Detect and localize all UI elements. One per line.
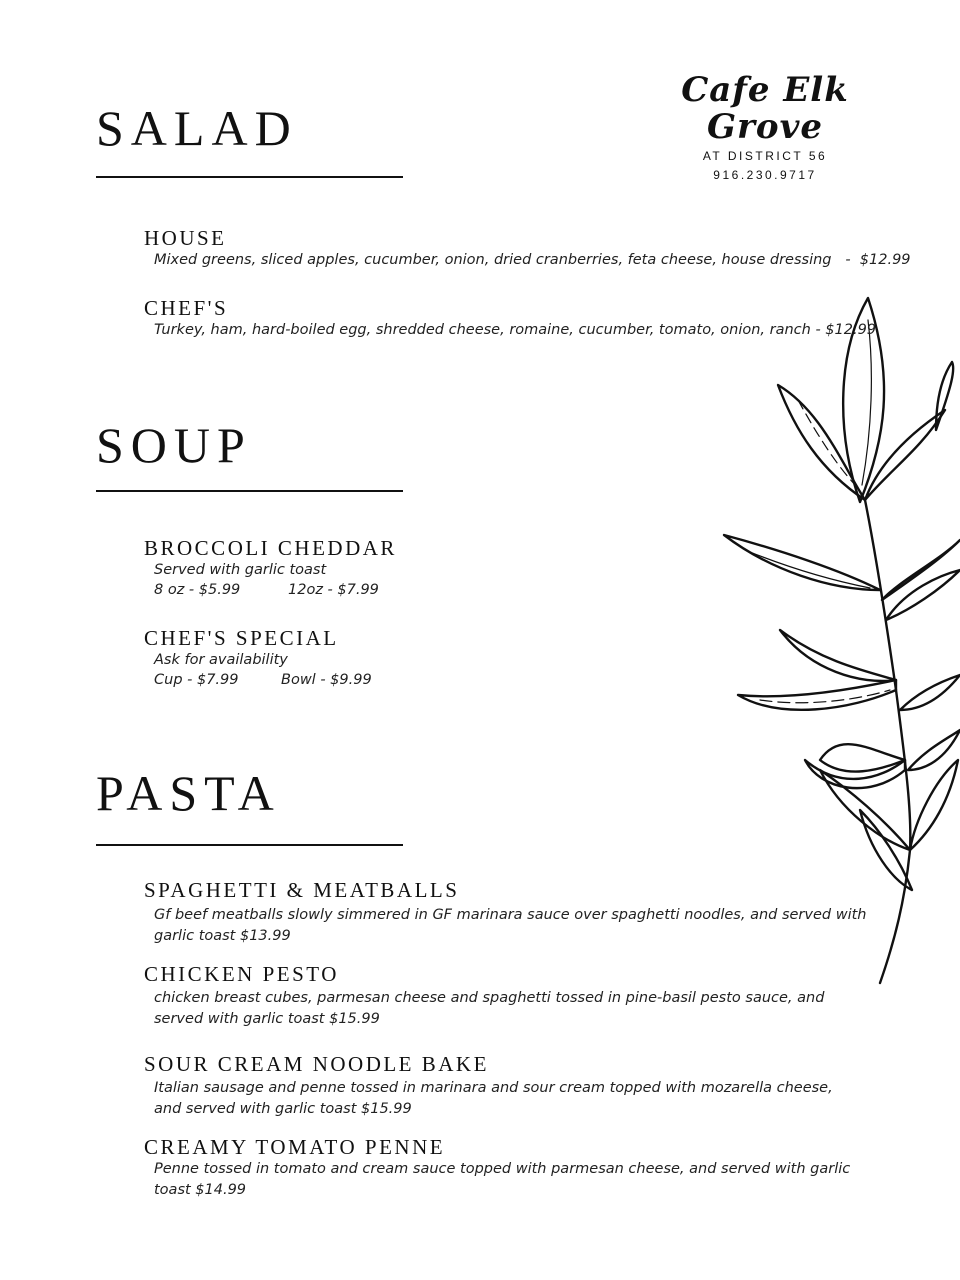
section-title-soup: SOUP [96, 417, 252, 473]
menu-item-description: chicken breast cubes, parmesan cheese and spaghetti tossed in pine-basil pesto sauce, and served with garlic toast $15.99 [154, 990, 825, 1027]
menu-item-name: BROCCOLI CHEDDAR [144, 536, 397, 560]
price-small: Cup - $7.99 [154, 672, 239, 688]
menu-item-description: Ask for availability [154, 652, 288, 668]
section-divider [96, 176, 403, 178]
menu-item-name: CREAMY TOMATO PENNE [144, 1135, 446, 1159]
brand-location: AT DISTRICT 56 [702, 148, 828, 163]
section-divider [96, 490, 403, 492]
section-divider [96, 844, 403, 846]
menu-item-name: CHICKEN PESTO [144, 962, 339, 986]
menu-item-name: SOUR CREAM NOODLE BAKE [144, 1052, 489, 1076]
menu-item-description: Gf beef meatballs slowly simmered in GF marinara sauce over spaghetti noodles, and served with garlic toast $13.99 [154, 907, 867, 944]
menu-item-description: Italian sausage and penne tossed in marinara and sour cream topped with mozarella cheese, and served with garlic toast $15.99 [154, 1080, 833, 1117]
price-large: Bowl - $9.99 [281, 672, 372, 688]
menu-item-name: SPAGHETTI & MEATBALLS [144, 878, 460, 902]
menu-item-description: Turkey, ham, hard-boiled egg, shredded cheese, romaine, cucumber, tomato, onion, ranch - $12.99 [154, 322, 877, 338]
price-large: 12oz - $7.99 [288, 582, 379, 598]
price-small: 8 oz - $5.99 [154, 582, 241, 598]
menu-item-name: CHEF'S [144, 296, 229, 320]
menu-item-name: HOUSE [144, 226, 227, 250]
brand-block [640, 72, 890, 185]
brand-name: Cafe Elk Grove [681, 70, 849, 148]
menu-item-description: Penne tossed in tomato and cream sauce topped with parmesan cheese, and served with garlic toast $14.99 [154, 1161, 851, 1198]
section-title-salad: SALAD [96, 100, 298, 156]
section-title-pasta: PASTA [96, 765, 281, 821]
menu-item-description: Mixed greens, sliced apples, cucumber, onion, dried cranberries, feta cheese, house dressing - $12.99 [154, 252, 911, 268]
menu-item-description: Served with garlic toast [154, 562, 327, 578]
menu-item-prices [154, 580, 379, 601]
leaf-branch-icon [700, 290, 960, 990]
menu-item-name: CHEF'S SPECIAL [144, 626, 339, 650]
menu-item-prices [154, 670, 372, 691]
brand-phone: 916.230.9717 [713, 167, 817, 182]
